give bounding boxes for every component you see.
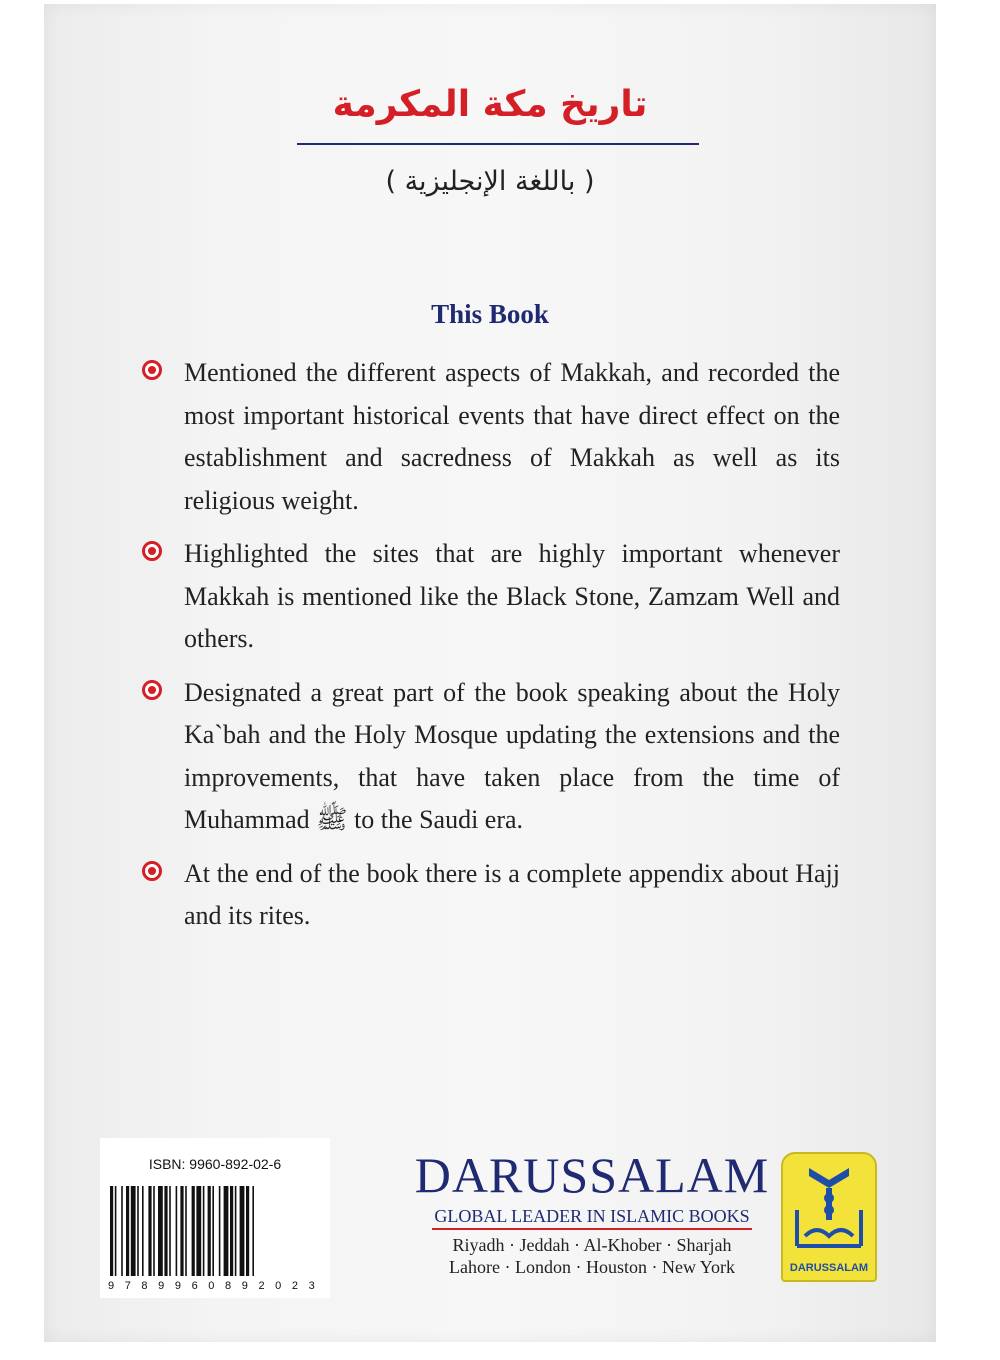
barcode-bar [203, 1186, 205, 1276]
list-item [140, 853, 840, 938]
list-item [140, 352, 840, 522]
barcode-bar [131, 1186, 136, 1276]
barcode-bar [240, 1186, 245, 1276]
isbn-barcode-box [100, 1138, 330, 1298]
barcode-bar [126, 1186, 129, 1276]
publisher-cities-line-2: Lahore · London · Houston · New York [449, 1257, 735, 1277]
barcode-bar [185, 1186, 187, 1276]
red-circle-bullet-icon [142, 360, 162, 380]
barcode-bar [164, 1186, 167, 1276]
barcode-bar [219, 1186, 221, 1276]
bullet-text: Mentioned the different aspects of Makkah, and recorded the most important historical events that have direct effect on the establishment and sacredness of Makkah as well as its religious weight. [184, 358, 840, 515]
publisher-name: DARUSSALAM [414, 1147, 770, 1203]
list-item [140, 533, 840, 661]
publisher-block [412, 1148, 772, 1278]
bullet-text: At the end of the book there is a complete appendix about Hajj and its rites. [184, 858, 840, 930]
list-item [140, 672, 840, 842]
arabic-title: تاريخ مكة المكرمة [332, 84, 648, 125]
barcode-bar [196, 1186, 201, 1276]
red-circle-bullet-icon [142, 680, 162, 700]
barcode-bar [224, 1186, 229, 1276]
barcode-bar [158, 1186, 163, 1276]
barcode-bar [230, 1186, 233, 1276]
publisher-cities-line-1: Riyadh · Jeddah · Al-Khober · Sharjah [452, 1235, 732, 1255]
barcode-bar [246, 1186, 249, 1276]
publisher-tagline: GLOBAL LEADER IN ISLAMIC BOOKS [432, 1204, 751, 1230]
barcode-digits: 9789960892023 [108, 1280, 326, 1292]
red-circle-bullet-icon [142, 541, 162, 561]
logo-caption: DARUSSALAM [789, 1262, 869, 1274]
bullet-text: Designated a great part of the book speaking about the Holy Ka`bah and the Holy Mosque updating the extensions and the improvements, that have taken place from the time of Muhammad ﷺ to the Saudi era. [184, 677, 840, 834]
title-divider [297, 143, 699, 145]
barcode-bar [142, 1186, 144, 1276]
bullet-list [140, 352, 840, 949]
barcode-bar [192, 1186, 195, 1276]
arabic-subtitle: ( باللغة الإنجليزية ) [385, 166, 595, 197]
barcode-bar [176, 1186, 178, 1276]
red-circle-bullet-icon [142, 861, 162, 881]
barcode-icon [108, 1186, 322, 1278]
back-cover [44, 4, 936, 1342]
barcode-bar [208, 1186, 211, 1276]
isbn-label: ISBN: 9960-892-02-6 [148, 1156, 282, 1172]
bullet-text: Highlighted the sites that are highly important whenever Makkah is mentioned like the Black Stone, Zamzam Well and others. [184, 539, 840, 653]
barcode-bar [235, 1186, 237, 1276]
darussalam-logo-icon [781, 1152, 877, 1282]
barcode-bar [115, 1186, 117, 1276]
barcode-bar [169, 1186, 171, 1276]
barcode-bar [153, 1186, 155, 1276]
barcode-bar [137, 1186, 139, 1276]
barcode-bar [110, 1186, 113, 1276]
section-heading: This Book [431, 299, 549, 329]
barcode-bar [212, 1186, 214, 1276]
barcode-bar [121, 1186, 123, 1276]
barcode-bar [252, 1186, 254, 1276]
barcode-bar [148, 1186, 151, 1276]
barcode-bar [180, 1186, 183, 1276]
logo-emblem-icon [783, 1154, 875, 1254]
